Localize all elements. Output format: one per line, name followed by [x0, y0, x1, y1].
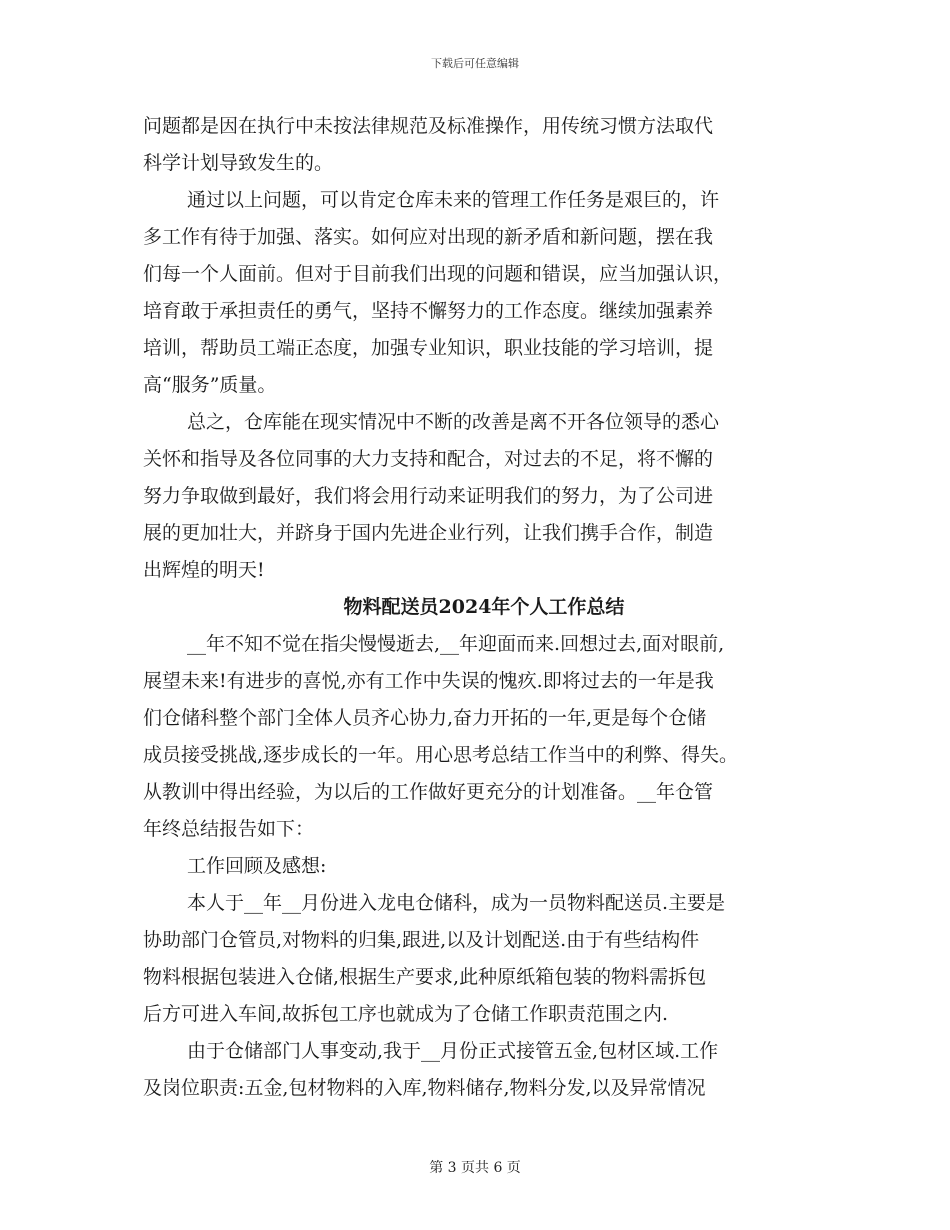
section-title: 物料配送员2024年个人工作总结 — [343, 596, 625, 618]
text-line: 高“服务”质量。 — [143, 374, 277, 396]
text-line: 本人于__年__月份进入龙电仓储科，成为一员物料配送员.主要是 — [187, 892, 726, 914]
text-line: 通过以上问题，可以肯定仓库未来的管理工作任务是艰巨的，许 — [187, 189, 720, 211]
text-line: 问题都是因在执行中未按法律规范及标准操作，用传统习惯方法取代 — [143, 115, 714, 137]
text-line: 展望未来!有进步的喜悦,亦有工作中失误的愧疚.即将过去的一年是我 — [143, 670, 714, 692]
document-body — [143, 108, 815, 1107]
text-line: 展的更加壮大，并跻身于国内先进企业行列，让我们携手合作，制造 — [143, 522, 714, 544]
text-line: 培训，帮助员工端正态度，加强专业知识，职业技能的学习培训，提 — [143, 337, 714, 359]
text-line: 总之，仓库能在现实情况中不断的改善是离不开各位领导的悉心 — [187, 411, 720, 433]
text-line: 们每一个人面前。但对于目前我们出现的问题和错误，应当加强认识， — [143, 263, 733, 285]
text-line: 工作回顾及感想: — [187, 855, 327, 877]
paragraph-block-summary — [143, 626, 815, 1107]
text-line: __年不知不觉在指尖慢慢逝去,__年迎面而来.回想过去,面对眼前, — [187, 633, 725, 655]
page-footer: 第 3 页共 6 页 — [429, 1160, 521, 1176]
text-line: 培育敢于承担责任的勇气，坚持不懈努力的工作态度。继续加强素养 — [143, 300, 714, 322]
text-line: 从教训中得出经验，为以后的工作做好更充分的计划准备。__年仓管 — [143, 781, 714, 803]
text-line: 及岗位职责:五金,包材物料的入库,物料储存,物料分发,以及异常情况 — [143, 1077, 706, 1099]
text-line: 科学计划导致发生的。 — [143, 152, 334, 174]
text-line: 关怀和指导及各位同事的大力支持和配合，对过去的不足，将不懈的 — [143, 448, 714, 470]
text-line: 由于仓储部门人事变动,我于__月份正式接管五金,包材区域.工作 — [187, 1040, 719, 1062]
text-line: 成员接受挑战,逐步成长的一年。用心思考总结工作当中的利弊、得失。 — [143, 744, 739, 766]
text-line: 后方可进入车间,故拆包工序也就成为了仓储工作职责范围之内. — [143, 1003, 669, 1025]
text-line: 多工作有待于加强、落实。如何应对出现的新矛盾和新问题，摆在我 — [143, 226, 714, 248]
text-line: 们仓储科整个部门全体人员齐心协力,奋力开拓的一年,更是每个仓储 — [143, 707, 707, 729]
text-line: 物料根据包装进入仓储,根据生产要求,此种原纸箱包装的物料需拆包 — [143, 966, 707, 988]
page-header: 下载后可任意编辑 — [431, 57, 519, 70]
text-line: 出辉煌的明天! — [143, 559, 265, 581]
paragraph-block-previous — [143, 108, 815, 589]
text-line: 努力争取做到最好，我们将会用行动来证明我们的努力，为了公司进 — [143, 485, 714, 507]
text-line: 协助部门仓管员,对物料的归集,跟进,以及计划配送.由于有些结构件 — [143, 929, 700, 951]
text-line: 年终总结报告如下： — [143, 818, 315, 840]
